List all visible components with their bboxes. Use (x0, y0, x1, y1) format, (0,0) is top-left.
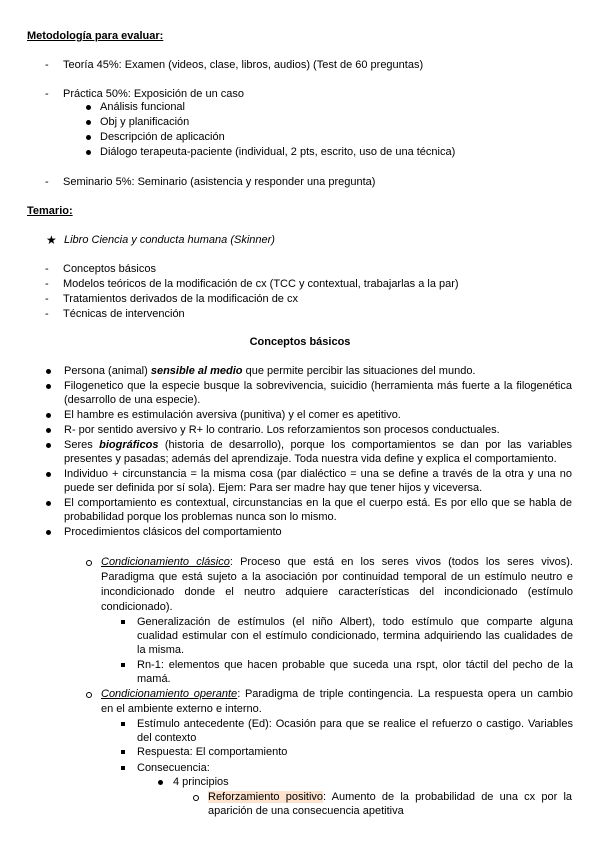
clasico-generalizacion-l2: cualidad estimular con el estímulo condicionado, termina adquiriendo las cualidades de (137, 630, 573, 642)
bullet-dot (86, 120, 91, 125)
concepto-persona (64, 365, 476, 378)
operante-l1 (101, 688, 573, 701)
operante-antecedente-l1: Estímulo antecedente (Ed): Ocasión para que se realice el refuerzo o castigo. Variables (137, 718, 573, 730)
bullet-dot (158, 780, 163, 785)
square-bullet (121, 750, 125, 754)
bullet-dot (46, 443, 51, 448)
operante-principios: 4 principios (173, 776, 229, 788)
text-run: Seres (64, 439, 100, 451)
concepto-biograficos-l1 (64, 439, 572, 452)
reforzamiento-l2: aparición de una consecuencia apetitiva (208, 805, 404, 817)
reforzamiento-title: Reforzamiento positivo (208, 791, 324, 803)
bullet-dot (46, 501, 51, 506)
bullet-dot (46, 413, 51, 418)
bullet-dot (46, 384, 51, 389)
clasico-l3: incondicionado donde el neutro adquiere características del incondicionado (estímulo (101, 586, 573, 598)
bullet-dot (86, 105, 91, 110)
square-bullet (121, 766, 125, 770)
clasico-l1 (101, 556, 573, 569)
text-run: : Aumento de la probabilidad de una cx por la (323, 791, 573, 803)
clasico-title: Condicionamiento clásico (101, 556, 230, 568)
conceptos-heading: Conceptos básicos (249, 336, 351, 348)
temario-heading: Temario: (27, 205, 73, 217)
star-bullet-icon: ★ (46, 233, 57, 247)
concepto-biograficos-l2: presentes y pasadas; además del aprendizaje. Toda nuestra vida define y explica el comportamiento. (64, 453, 557, 465)
emphasis-text: sensible al medio (150, 365, 243, 377)
bullet-dot (86, 150, 91, 155)
bullet-dot (86, 135, 91, 140)
practica-item: - Práctica 50%: Exposición de un caso (63, 88, 244, 101)
practica-sub-item: Análisis funcional (100, 101, 185, 113)
operante-antecedente-l2: del contexto (137, 732, 197, 744)
concepto-individuo-l2: puede ser definida por sí sola). Ejem: Para ser madre hay que tener hijos y viceversa. (64, 482, 483, 494)
temario-item: - Técnicas de intervención (63, 308, 185, 321)
square-bullet (121, 722, 125, 726)
concepto-filogenetico-l1: Filogenetico que la especie busque la sobrevivencia, suicidio (herramienta más fuerte a la filogenética (64, 380, 572, 392)
clasico-l2: Paradigma que está sujeto a la asociación por continuidad temporal de un estímulo neutro e (101, 571, 573, 583)
square-bullet (121, 620, 125, 624)
clasico-generalizacion-l1: Generalización de estímulos (el niño Albert), todo estímulo que comparte alguna (137, 616, 573, 628)
temario-item: - Tratamientos derivados de la modificación de cx (63, 293, 298, 306)
ring-bullet (86, 560, 92, 566)
metodologia-heading: Metodología para evaluar: (27, 30, 164, 42)
text-run: : Paradigma de triple contingencia. La respuesta opera un cambio (237, 688, 573, 700)
ring-bullet (193, 795, 199, 801)
operante-l2: en el ambiente externo e interno. (101, 703, 262, 715)
clasico-rn1-l1: Rn-1: elementos que hacen probable que suceda una rspt, olor táctil del pecho de la (137, 659, 573, 671)
practica-sub-item: Obj y planificación (100, 116, 190, 128)
bullet-dot (46, 530, 51, 535)
text-run: que permite percibir las situaciones del mundo. (242, 365, 476, 377)
practica-sub-item: Descripción de aplicación (100, 131, 225, 143)
temario-item: - Modelos teóricos de la modificación de cx (TCC y contextual, trabajarlas a la par) (63, 278, 459, 291)
clasico-rn1-l2: mamá. (137, 673, 171, 685)
text-run: Persona (animal) (64, 365, 151, 377)
concepto-contextual-l1: El comportamiento es contextual, circunstancias en la que el cuerpo está. Es por ello que se habla de (64, 497, 572, 509)
concepto-filogenetico-l2: (desarrollo de una especie). (64, 394, 201, 406)
concepto-hambre: El hambre es estimulación aversiva (punitiva) y el comer es apetitivo. (64, 409, 401, 421)
emphasis-text: biográficos (99, 439, 159, 451)
libro-item: Libro Ciencia y conducta humana (Skinner) (64, 234, 275, 246)
square-bullet (121, 663, 125, 667)
bullet-dot (46, 428, 51, 433)
clasico-l4: condicionado). (101, 601, 173, 613)
operante-title: Condicionamiento operante (101, 688, 238, 700)
concepto-procedimientos: Procedimientos clásicos del comportamiento (64, 526, 282, 538)
clasico-generalizacion-l3: la misma. (137, 644, 185, 656)
seminario-item: - Seminario 5%: Seminario (asistencia y responder una pregunta) (63, 176, 375, 189)
concepto-individuo-l1: Individuo + circunstancia = la misma cosa (par dialéctico = una se define a través de la otra y una no (64, 468, 572, 480)
practica-sub-item: Diálogo terapeuta-paciente (individual, 2 pts, escrito, uso de una técnica) (100, 146, 456, 158)
reforzamiento-l1 (208, 791, 572, 804)
concepto-contextual-l2: probabilidad porque los problemas nunca son lo mismo. (64, 511, 337, 523)
operante-respuesta: Respuesta: El comportamiento (137, 746, 288, 758)
text-run: : Proceso que está en los seres vivos (todos los seres vivos). (229, 556, 573, 568)
teoria-item: - Teoría 45%: Examen (videos, clase, libros, audios) (Test de 60 preguntas) (63, 59, 423, 72)
text-run: (historia de desarrollo), porque los comportamientos se dan por las variables (158, 439, 572, 451)
operante-consecuencia: Consecuencia: (137, 762, 210, 774)
temario-item: - Conceptos básicos (63, 263, 156, 276)
ring-bullet (86, 692, 92, 698)
bullet-dot (46, 369, 51, 374)
bullet-dot (46, 472, 51, 477)
concepto-refuerzo: R- por sentido aversivo y R+ lo contrario. Los reforzamientos son procesos conductuales. (64, 424, 500, 436)
